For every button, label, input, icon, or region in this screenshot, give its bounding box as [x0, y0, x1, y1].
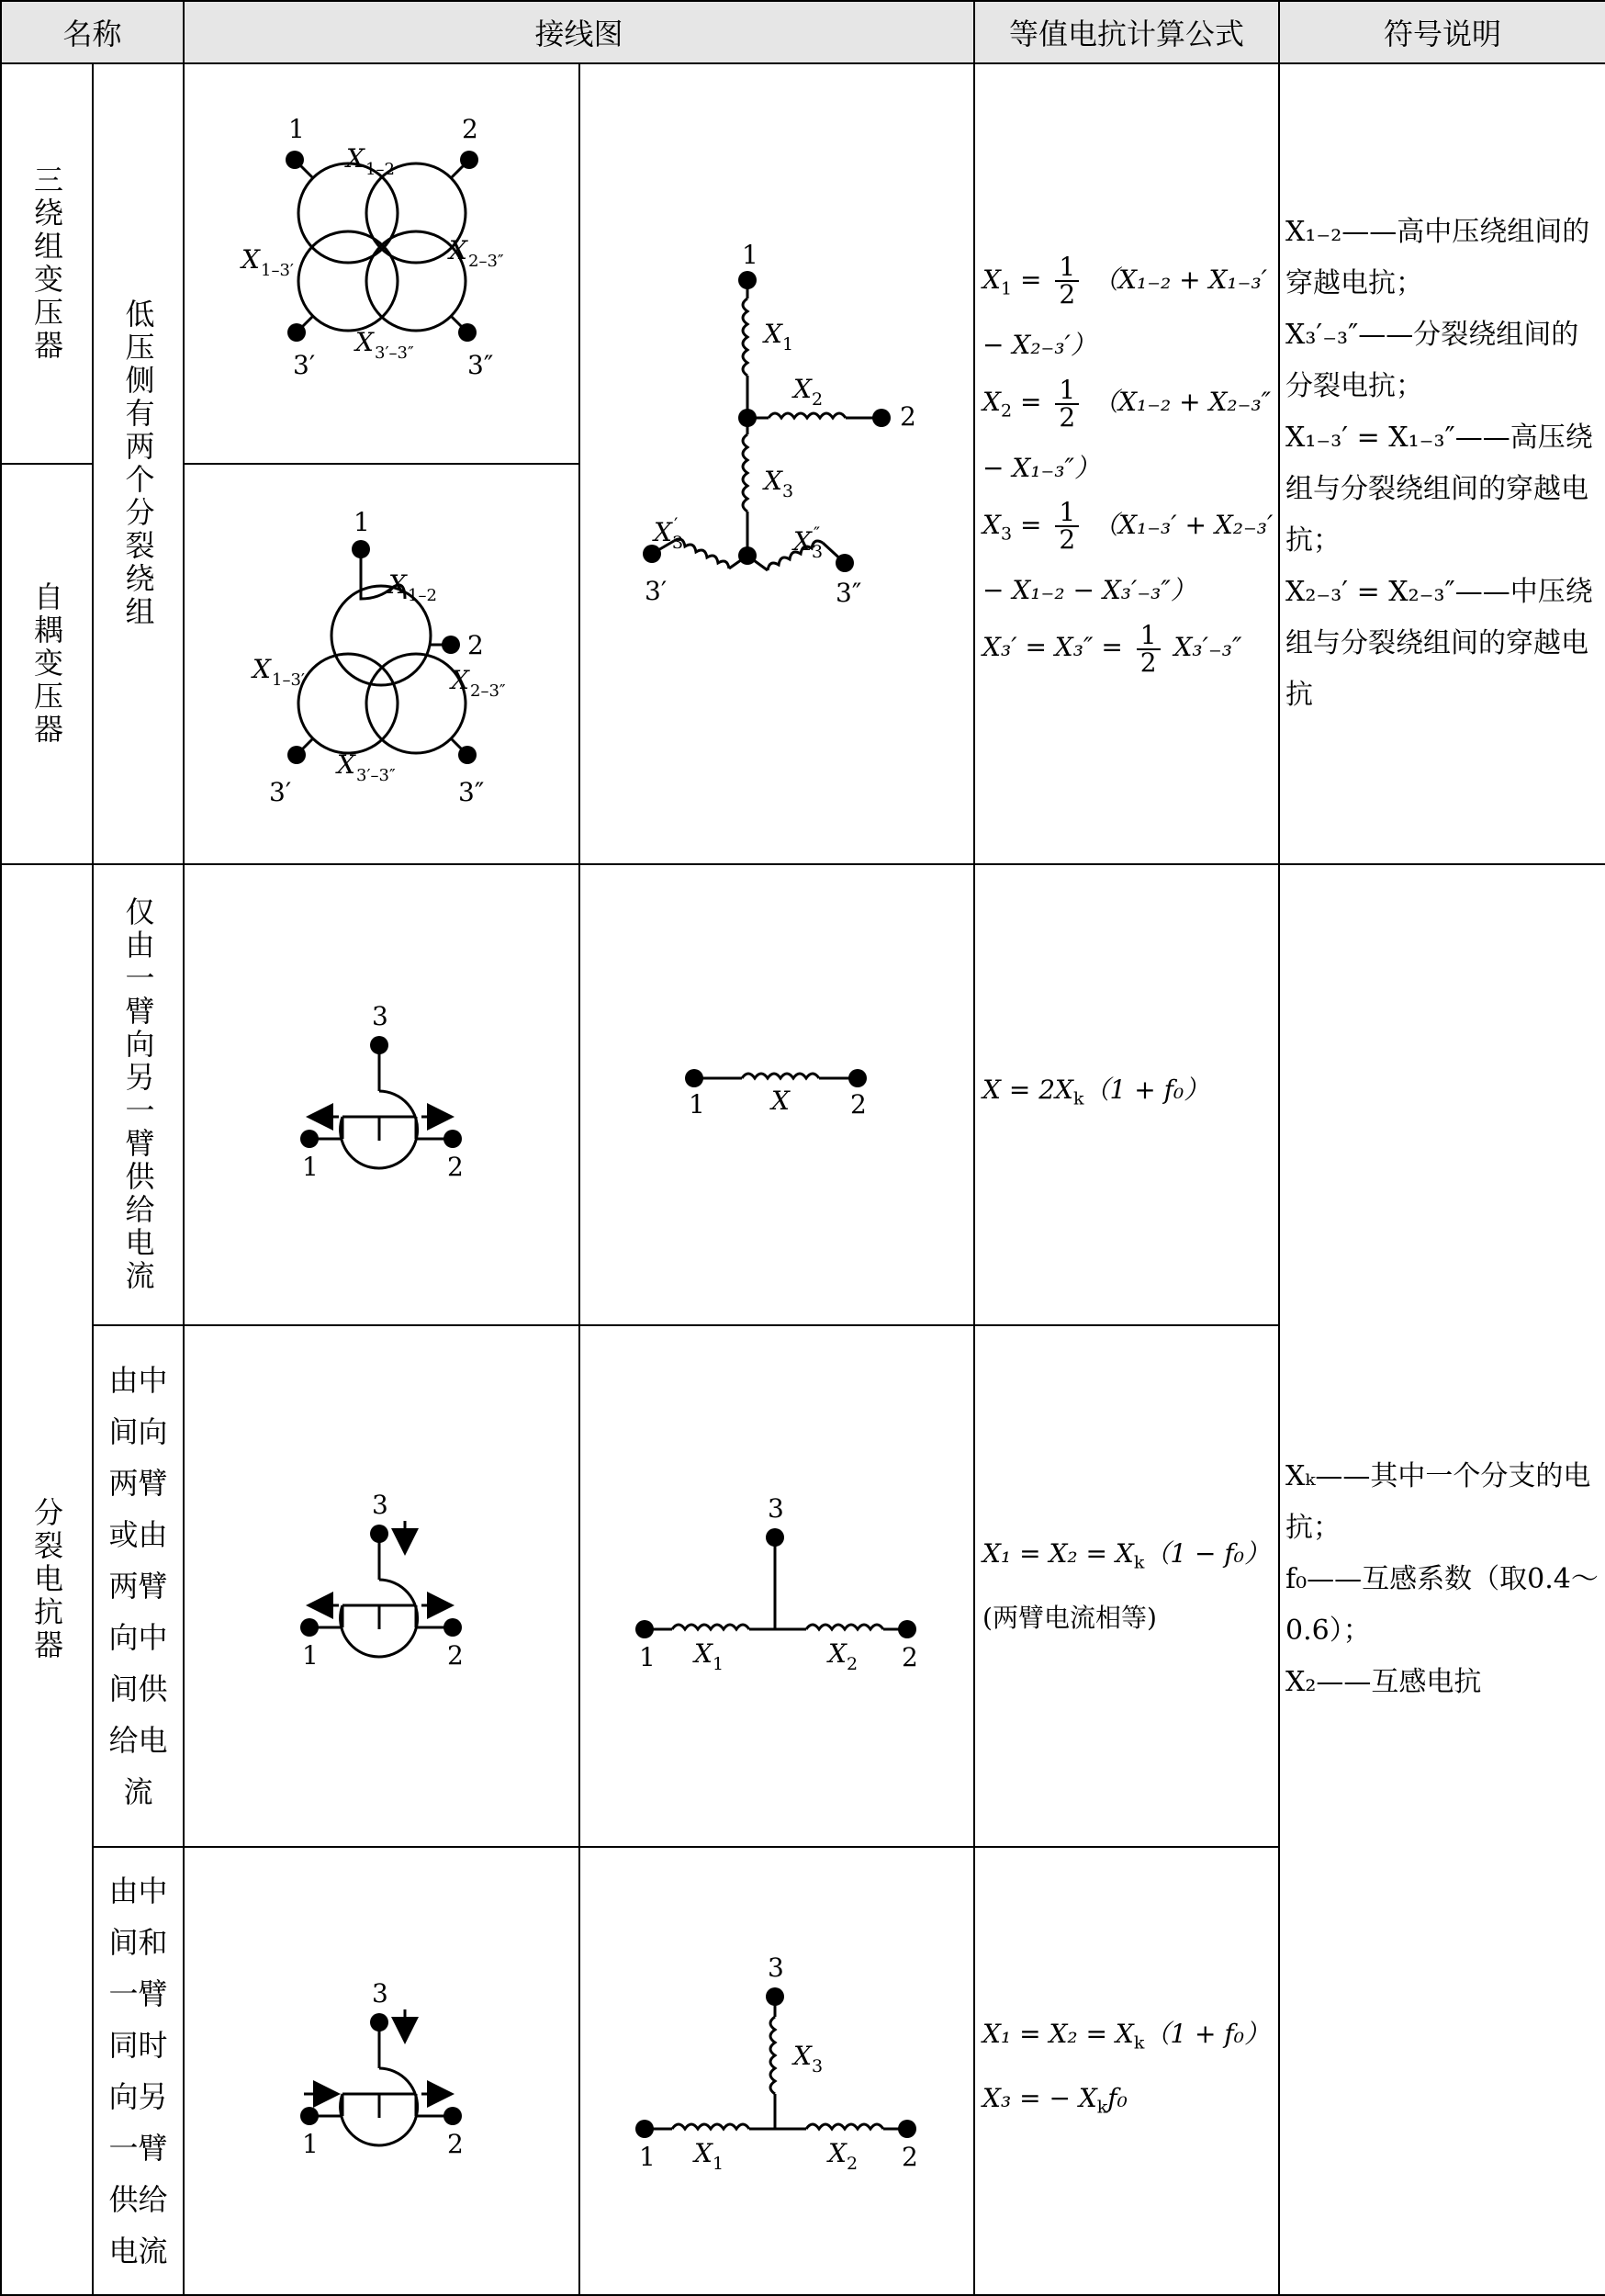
- auto-terminal-3pp: [458, 746, 477, 764]
- fraction-den: 2: [1059, 524, 1076, 556]
- terminal-3pp: [458, 323, 477, 342]
- label-terminal-3pp: 3″: [467, 350, 494, 380]
- fraction-num: 1: [1055, 500, 1079, 527]
- label-equiv-2-2: 2: [902, 1642, 918, 1672]
- terminal-2: [460, 151, 478, 169]
- formula-reactor-1: [975, 1063, 1278, 1127]
- formula-reactor-1-main: X = 2X: [982, 1075, 1073, 1106]
- node-3p: [643, 545, 661, 563]
- formula-reactor-3b-main: X₃ = − X: [982, 2083, 1097, 2113]
- note-x13p: X₁₋₃′ = X₁₋₃″——高压绕组与分裂绕组间的穿越电抗；: [1285, 422, 1593, 557]
- equiv-3-node-1: [635, 2120, 654, 2138]
- label-node-2: 2: [900, 401, 916, 432]
- formula-x3p-tail: X₃′₋₃″: [1173, 632, 1242, 663]
- star-equivalent-circuit: [580, 67, 975, 857]
- label-reactor-2-2: 2: [447, 1640, 464, 1671]
- label-equiv-1-1: 1: [689, 1089, 705, 1120]
- note-xk: Xₖ——其中一个分支的电抗；: [1285, 1460, 1591, 1544]
- group-autotransformer-label: 自耦变压器: [29, 581, 64, 747]
- reactor-2-terminal-2: [443, 1618, 462, 1637]
- label-auto-x3p3pp-sub: 3′–3″: [356, 766, 396, 785]
- label-x23pp-sub: 2–3″: [468, 252, 504, 271]
- node-center: [738, 409, 757, 427]
- formula-reactor-mode-2: [974, 1325, 1279, 1847]
- reactor-mode-2-circuit: [580, 1326, 975, 1842]
- reactor-mode-3-label: 由中间和一臂同时向另一臂供给电流: [108, 1874, 168, 2268]
- reactor-2-terminal-3: [370, 1525, 388, 1543]
- note-x3p3pp: X₃′₋₃″——分裂绕组间的分裂电抗；: [1285, 319, 1579, 402]
- diagram-reactor-mode-2: [184, 1325, 579, 1847]
- diagram-star-equivalent: [579, 63, 974, 864]
- label-auto-1: 1: [354, 507, 370, 537]
- fraction-half: [1055, 497, 1079, 556]
- header-name: 名称: [1, 1, 184, 63]
- label-equiv-2-1: 1: [639, 1642, 656, 1672]
- reactor-1-terminal-1: [300, 1130, 319, 1148]
- formula-reactor-2-tail: （1 − f₀）: [1144, 1538, 1270, 1570]
- label-x: X: [388, 569, 407, 600]
- label-x: X: [654, 517, 672, 547]
- equiv-3-node-2: [898, 2120, 916, 2138]
- node-3pp: [836, 554, 854, 572]
- label-node-3p: 3′: [645, 576, 668, 606]
- reactor-mode-3-circuit: [580, 1848, 975, 2290]
- label-x: X: [793, 374, 812, 404]
- formula-reactor-1-tail: （1 + f₀）: [1083, 1075, 1210, 1106]
- fraction-num: 1: [1055, 377, 1079, 405]
- reactor-mode-1-label: 仅由一臂向另一臂供给电流: [120, 896, 156, 1293]
- label-reactor-1-3: 3: [372, 1001, 388, 1031]
- coil-x2: [806, 1625, 883, 1629]
- formula-x3-sub: 3: [1000, 523, 1013, 545]
- equiv-1-node-1: [685, 1069, 703, 1087]
- diagram-autotransformer: [184, 464, 579, 864]
- reactor-1-terminal-3: [370, 1036, 388, 1054]
- diagram-reactor-mode-2-equiv: [579, 1325, 974, 1847]
- label-x: X: [337, 749, 355, 780]
- equiv-2-node-3: [766, 1528, 784, 1547]
- label-equiv-2-x2-sub: 2: [847, 1654, 859, 1674]
- formula-x3-lhs: X: [982, 509, 1001, 540]
- formula-transformer: [974, 63, 1279, 864]
- diagram-reactor-mode-1: [184, 864, 579, 1325]
- label-x: X: [764, 466, 782, 496]
- formula-reactor-2-note: (两臂电流相等): [982, 1602, 1157, 1633]
- equiv-3-node-3: [766, 1987, 784, 2006]
- reactor-3-terminal-3: [370, 2013, 388, 2032]
- reactor-mode-1-symbol: [185, 865, 580, 1321]
- label-reactor-1-1: 1: [302, 1152, 319, 1182]
- formula-x2: [982, 374, 1278, 497]
- three-winding-symbol: [185, 64, 580, 459]
- label-auto-x23pp-sub: 2–3″: [470, 681, 506, 701]
- label-equiv-3-3: 3: [768, 1953, 784, 1983]
- formula-x3p: [982, 619, 1278, 676]
- coil-x3: [770, 2017, 775, 2094]
- label-x: X: [241, 244, 260, 275]
- label-x: X: [694, 1638, 713, 1669]
- reactor-3-terminal-2: [443, 2107, 462, 2125]
- fraction-num: 1: [1055, 254, 1079, 282]
- label-equiv-3-x2-sub: 2: [847, 2154, 859, 2174]
- formula-x2-rhs: （X₁₋₂ + X₂₋₃″ − X₁₋₃″）: [982, 387, 1272, 483]
- note-x2: X₂——互感电抗: [1285, 1666, 1482, 1698]
- formula-reactor-3b-tail: f₀: [1107, 2083, 1128, 2113]
- label-x3-sub: 3: [782, 481, 794, 501]
- formula-reactor-2: [982, 1526, 1278, 1591]
- formula-reactor-2-sub: k: [1133, 1552, 1145, 1573]
- diagram-three-winding: [184, 63, 579, 464]
- label-equiv-3-x1-sub: 1: [713, 2154, 724, 2174]
- formula-reactor-3a-sub: k: [1133, 2033, 1145, 2054]
- formula-reactor-3a-main: X₁ = X₂ = X: [982, 2019, 1134, 2050]
- winding-circle-3p: [298, 231, 398, 331]
- label-x13p-sub: 1–3′: [261, 261, 295, 280]
- coil-x: [742, 1074, 819, 1078]
- formula-reactor-3a: [982, 2007, 1278, 2071]
- formula-x3p-lhs: X₃′ = X₃″ =: [982, 632, 1123, 663]
- label-terminal-2: 2: [462, 114, 478, 144]
- group-split-lv: [93, 63, 184, 864]
- formula-x3: [982, 497, 1278, 620]
- label-x1-sub: 1: [782, 334, 794, 355]
- diagram-reactor-mode-3-equiv: [579, 1847, 974, 2295]
- formula-x1-lhs: X: [982, 264, 1001, 295]
- label-equiv-3-2: 2: [902, 2142, 918, 2172]
- coil-x1: [743, 298, 747, 376]
- label-auto-x13p-sub: 1–3′: [272, 670, 306, 690]
- label-x: X: [764, 319, 782, 349]
- label-equiv-3-1: 1: [639, 2142, 656, 2172]
- formula-x2-sub: 2: [1000, 400, 1013, 422]
- label-auto-2: 2: [467, 630, 484, 660]
- fraction-num: 1: [1137, 623, 1161, 650]
- formula-reactor-mode-3: [974, 1847, 1279, 2295]
- coil-x1: [672, 1625, 749, 1629]
- auto-terminal-1: [352, 540, 370, 558]
- label-reactor-1-2: 2: [447, 1152, 464, 1182]
- header-symbols: 符号说明: [1279, 1, 1605, 63]
- label-auto-x12-sub: 1–2: [408, 586, 437, 605]
- formula-x1-sub: 1: [1000, 278, 1013, 299]
- reactor-3-terminal-1: [300, 2107, 319, 2125]
- formula-eq: =: [1019, 264, 1042, 295]
- auto-circle-3p: [298, 654, 398, 753]
- reactor-mode-1-circuit: [580, 865, 975, 1321]
- formula-reactor-2-main: X₁ = X₂ = X: [982, 1538, 1134, 1570]
- diagram-reactor-mode-1-equiv: [579, 864, 974, 1325]
- note-x23p: X₂₋₃′ = X₂₋₃″——中压绕组与分裂绕组间的穿越电抗: [1285, 576, 1593, 711]
- label-equiv-2-3: 3: [768, 1493, 784, 1524]
- fraction-half: [1137, 619, 1161, 678]
- auto-terminal-2: [442, 636, 460, 654]
- label-reactor-2-3: 3: [372, 1490, 388, 1520]
- terminal-1: [286, 151, 304, 169]
- fraction-den: 2: [1059, 401, 1076, 433]
- group-split-lv-label: 低压侧有两个分裂绕组: [120, 298, 156, 629]
- formula-x2-lhs: X: [982, 387, 1001, 418]
- label-reactor-3-2: 2: [447, 2129, 464, 2159]
- node-2: [872, 409, 891, 427]
- label-x: X: [355, 327, 374, 357]
- group-split-reactor-label: 分裂电抗器: [29, 1497, 64, 1662]
- label-x: X: [828, 1638, 847, 1669]
- header-formula: 等值电抗计算公式: [974, 1, 1279, 63]
- label-auto-3pp: 3″: [458, 777, 485, 807]
- reactor-mode-2-symbol: [185, 1326, 580, 1842]
- label-equiv-1-2: 2: [850, 1089, 867, 1120]
- formula-eq: =: [1019, 387, 1042, 418]
- diagram-reactor-mode-3: [184, 1847, 579, 2295]
- label-x: X: [449, 235, 467, 265]
- equiv-1-node-2: [848, 1069, 867, 1087]
- fraction-den: 2: [1139, 647, 1157, 678]
- label-x12-sub: 1–2: [365, 160, 395, 179]
- notes-reactor: [1279, 864, 1605, 2295]
- group-autotransformer: [1, 464, 93, 864]
- formula-reactor-1-sub: k: [1072, 1088, 1084, 1109]
- label-equiv-1-x: X: [771, 1086, 790, 1116]
- coil-x3: [743, 434, 747, 512]
- formula-x1: [982, 252, 1278, 375]
- label-reactor-2-1: 1: [302, 1640, 319, 1671]
- label-x: X: [793, 526, 812, 557]
- label-auto-3p: 3′: [269, 777, 292, 807]
- label-x2-sub: 2: [812, 389, 824, 410]
- formula-reactor-3b: [982, 2071, 1278, 2135]
- label-x: X: [451, 665, 469, 695]
- coil-x2: [806, 2124, 883, 2129]
- reactor-mode-3-symbol: [185, 1848, 580, 2290]
- terminal-3p: [287, 323, 306, 342]
- label-x3pp-prime: ″: [814, 523, 821, 544]
- formula-reactor-3a-tail: （1 + f₀）: [1144, 2019, 1270, 2050]
- label-terminal-1: 1: [288, 114, 305, 144]
- group-three-winding: [1, 63, 93, 464]
- formula-reactor-mode-1: [974, 864, 1279, 1325]
- header-diagram: 接线图: [184, 1, 974, 63]
- formula-x3-rhs: （X₁₋₃′ + X₂₋₃′ − X₁₋₂ − X₃′₋₃″）: [982, 509, 1274, 606]
- reactor-2-terminal-1: [300, 1618, 319, 1637]
- label-equiv-3-x3-sub: 3: [812, 2056, 824, 2077]
- reactor-mode-3: [93, 1847, 184, 2295]
- label-x3p3pp-sub: 3′–3″: [375, 343, 414, 363]
- label-node-1: 1: [742, 240, 758, 270]
- auto-terminal-3p: [287, 746, 306, 764]
- label-x3pp-sub: 3: [812, 542, 824, 562]
- label-x: X: [694, 2138, 713, 2168]
- fraction-half: [1055, 254, 1079, 308]
- reactor-1-terminal-2: [443, 1130, 462, 1148]
- fraction-den: 2: [1059, 279, 1076, 310]
- autotransformer-symbol: [185, 465, 580, 860]
- coil-x1: [672, 2124, 749, 2129]
- label-x: X: [346, 143, 365, 174]
- label-reactor-3-1: 1: [302, 2129, 319, 2159]
- fraction-half: [1055, 374, 1079, 433]
- coil-x2: [769, 413, 846, 418]
- label-x3p-prime: ′: [674, 514, 679, 535]
- group-three-winding-label: 三绕组变压器: [29, 164, 64, 363]
- label-node-3pp: 3″: [836, 578, 862, 608]
- formula-eq: =: [1019, 509, 1042, 540]
- reactor-mode-2: [93, 1325, 184, 1847]
- label-terminal-3p: 3′: [293, 350, 316, 380]
- label-reactor-3-3: 3: [372, 1978, 388, 2009]
- formula-x1-rhs: （X₁₋₂ + X₁₋₃′ − X₂₋₃′）: [982, 264, 1268, 361]
- formula-reactor-3b-sub: k: [1096, 2097, 1108, 2118]
- node-split: [738, 546, 757, 565]
- label-x3p-sub: 3: [672, 533, 684, 553]
- reactor-mode-1: [93, 864, 184, 1325]
- equiv-2-node-2: [898, 1620, 916, 1638]
- label-x: X: [828, 2138, 847, 2168]
- node-1: [738, 271, 757, 289]
- label-x: X: [793, 2041, 812, 2071]
- reactor-mode-2-label: 由中间向两臂或由两臂向中间供给电流: [108, 1363, 168, 1809]
- note-x12: X₁₋₂——高中压绕组间的穿越电抗；: [1285, 216, 1590, 299]
- label-x: X: [253, 654, 271, 684]
- label-equiv-2-x1-sub: 1: [713, 1654, 724, 1674]
- notes-transformer: [1279, 63, 1605, 864]
- equiv-2-node-1: [635, 1620, 654, 1638]
- group-split-reactor: [1, 864, 93, 2295]
- note-f0: f₀——互感系数（取0.4～0.6）；: [1285, 1563, 1599, 1647]
